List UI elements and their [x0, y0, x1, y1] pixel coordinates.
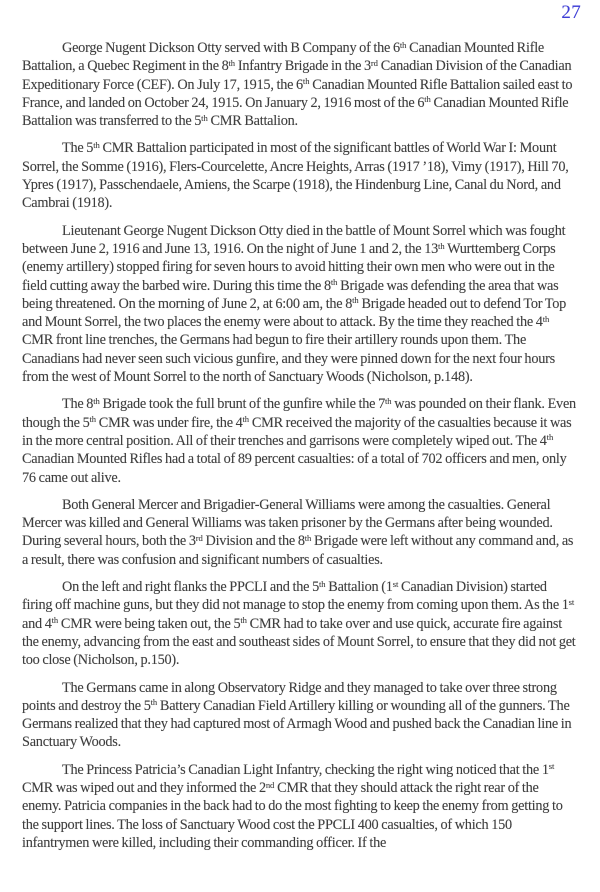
paragraph: The Germans came in along Observatory Ridge and they managed to take over three strong points and destroy the 5th Battery Canadian Field Artillery killing or wounding all of the gunners. The Germans realized that they had captured most of Armagh Wood and pushed back the Canadian line in Sanctuary Woods. — [22, 679, 572, 751]
paragraph: On the left and right flanks the PPCLI and the 5th Battalion (1st Canadian Division) started firing off machine guns, but they did not manage to stop the enemy from coming upon them. As the 1st and 4th CMR were being taken out, the 5th CMR had to take over and use quick, accurate fire against the enemy, advancing from the east and southeast sides of Mount Sorrel, to ensure that they did not get too close (Nicholson, p.150). — [22, 578, 576, 669]
page-number: 27 — [561, 2, 581, 23]
paragraph: Both General Mercer and Brigadier-General Williams were among the casualties. General Mercer was killed and General Williams was taken prisoner by the Germans after being wounded. During several hours, both the 3rd Division and the 8th Brigade were left without any command and, as a result, there was confusion and significant numbers of casualties. — [22, 496, 574, 568]
paragraph: The 8th Brigade took the full brunt of the gunfire while the 7th was pounded on their flank. Even though the 5th CMR was under fire, the 4th CMR received the majority of the casualties because it was in the more central position. All of their trenches and garrisons were completely wiped out. The 4th Canadian Mounted Rifles had a total of 89 percent casualties: of a total of 702 officers and men, only 76 came out alive. — [22, 395, 576, 486]
paragraph: Lieutenant George Nugent Dickson Otty died in the battle of Mount Sorrel which was fought between June 2, 1916 and June 13, 1916. On the night of June 1 and 2, the 13th Wurttemberg Corps (enemy artillery) stopped firing for seven hours to avoid hitting their own men who were out in the field cutting away the barbed wire. During this time the 8th Brigade was defending the area that was being threatened. On the morning of June 2, at 6:00 am, the 8th Brigade headed out to defend Tor Top and Mount Sorrel, the two places the enemy were about to attack. By the time they reached the 4th CMR front line trenches, the Germans had begun to fire their artillery rounds upon them. The Canadians had never seen such vicious gunfire, and they were pinned down for the next four hours from the west of Mount Sorrel to the north of Sanctuary Woods (Nicholson, p.148). — [22, 222, 567, 386]
paragraph: The Princess Patricia’s Canadian Light Infantry, checking the right wing noticed that the 1st CMR was wiped out and they informed the 2nd CMR that they should attack the right rear of the enemy. Patricia companies in the back had to do the most fighting to keep the enemy from getting to the support lines. The loss of Sanctuary Wood cost the PPCLI 400 casualties, of which 150 infantrymen were killed, including their commanding officer. If the — [22, 761, 563, 851]
paragraph: George Nugent Dickson Otty served with B Company of the 6th Canadian Mounted Rifle Battalion, a Quebec Regiment in the 8th Infantry Brigade in the 3rd Canadian Division of the Canadian Expeditionary Force (CEF). On July 17, 1915, the 6th Canadian Mounted Rifle Battalion sailed east to France, and landed on October 24, 1915. On January 2, 1916 most of the 6th Canadian Mounted Rifle Battalion was transferred to the 5th CMR Battalion. — [22, 39, 573, 130]
paragraph: The 5th CMR Battalion participated in most of the significant battles of World War I: Mount Sorrel, the Somme (1916), Flers-Courcelette, Ancre Heights, Arras (1917 ’18), Vimy (1917), Hill 70, Ypres (1917), Passchendaele, Amiens, the Scarpe (1918), the Hindenburg Line, Canal du Nord, and Cambrai (1918). — [22, 140, 569, 212]
document-body — [22, 39, 578, 852]
